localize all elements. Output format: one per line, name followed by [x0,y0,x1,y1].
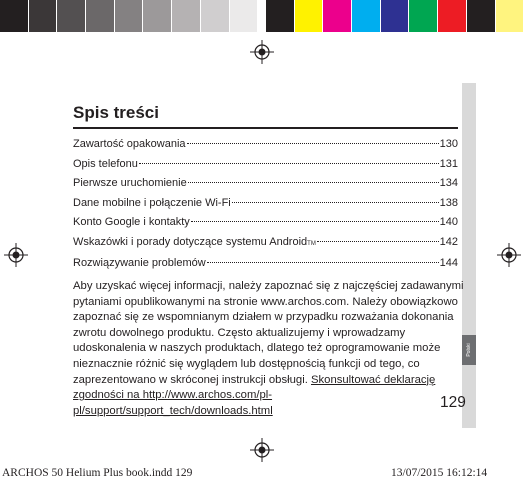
color-swatch [201,0,230,32]
grayscale-color-bar [0,0,258,32]
color-swatch [467,0,496,32]
language-tab-label: Polski [466,343,472,357]
toc-entry-page: 140 [439,216,458,228]
slug-file: ARCHOS 50 Helium Plus book.indd 129 [2,467,193,479]
color-swatch [230,0,259,32]
toc-entry[interactable] [73,135,458,155]
page-title: Spis treści [73,103,159,122]
toc-entry[interactable] [73,233,458,255]
toc-entry-page: 134 [439,177,458,189]
color-swatch [381,0,410,32]
toc-entry-label: Pierwsze uruchomienie [73,177,187,189]
toc-leader [232,202,439,203]
registration-mark-top [250,40,274,64]
toc-entry-page: 131 [439,157,458,170]
toc-entry-page: 144 [439,257,458,269]
info-paragraph [73,279,465,419]
info-text: Aby uzyskać więcej informacji, należy zapoznać się z najczęściej zadawanymi pytaniami opublikowanymi na stronie www.archos.com. Należy obowiązkowo zapoznać się ze wspomnianym działem w przypadku rozważania dokonania zwrotu dowolnego produktu. Często aktualizujemy i wprowadzamy udoskonalenia w naszych produktach, dlatego też oprogramowanie może nieznacznie różnić się wyglądem lub dostępnością funkcji od tego, co zaprezentowano w skróconej instrukcji obsługi. [73,280,464,386]
toc-entry[interactable] [73,213,458,233]
toc-entry-page: 142 [439,235,458,248]
toc-leader [188,182,439,183]
toc-entry-label: Opis telefonu [73,157,138,170]
page-number: 129 [440,394,466,411]
toc-leader [317,241,439,242]
color-swatch [115,0,144,32]
toc-leader [191,221,439,222]
toc-leader [139,163,439,164]
registration-mark-right [497,243,521,267]
color-swatch [266,0,295,32]
registration-mark-bottom [250,438,274,462]
toc-entry[interactable] [73,194,458,214]
registration-mark-left [4,243,28,267]
toc-entry-label: Zawartość opakowania [73,138,186,150]
color-swatch [86,0,115,32]
trademark-superscript: TM [307,240,316,247]
toc-entry-page: 138 [439,196,458,209]
toc-entry-label: Konto Google i kontakty [73,216,190,228]
color-swatch [438,0,467,32]
toc-entry-label: Rozwiązywanie problemów [73,257,206,269]
toc-section [73,102,458,274]
toc-leader [187,143,439,144]
toc-entry-label: Dane mobilne i połączenie Wi-Fi [73,196,231,209]
color-swatch [57,0,86,32]
color-swatch [143,0,172,32]
toc-entry-label: Wskazówki i porady dotyczące systemu Android [73,235,308,248]
process-color-bar [266,0,524,32]
color-swatch [409,0,438,32]
title-rule [73,127,458,129]
color-swatch [295,0,324,32]
table-of-contents [73,135,458,274]
color-swatch [29,0,58,32]
toc-entry-page: 130 [439,138,458,150]
toc-entry[interactable] [73,155,458,175]
conformity-link[interactable]: Skonsultować deklarację zgodności na http://www.archos.com/pl-pl/support/support_tech/downloads.html [73,373,436,417]
toc-entry[interactable] [73,254,458,274]
toc-entry[interactable] [73,174,458,194]
color-swatch [352,0,381,32]
color-swatch [323,0,352,32]
color-swatch [0,0,29,32]
slug-datetime: 13/07/2015 16:12:14 [391,467,488,479]
toc-leader [207,262,439,263]
color-swatch [172,0,201,32]
color-swatch [496,0,525,32]
